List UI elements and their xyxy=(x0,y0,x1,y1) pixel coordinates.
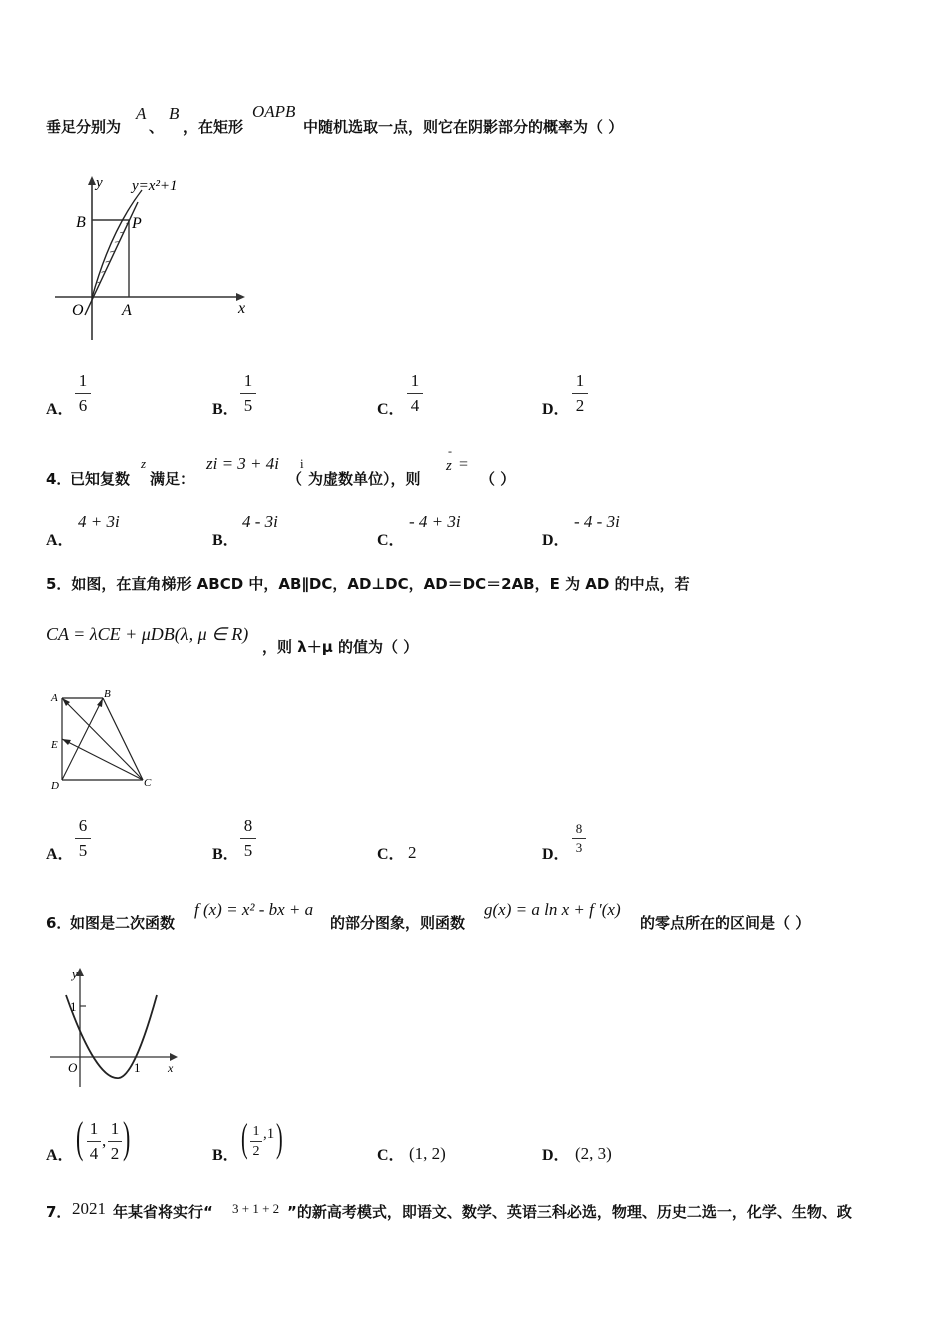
q5-vector-ca xyxy=(62,698,143,780)
q4-text-d: 为虚数单位），则 xyxy=(308,470,421,488)
q4-text-c: （ xyxy=(287,470,303,488)
q3-label-curve: y=x²+1 xyxy=(132,178,178,194)
q5-label-b: B xyxy=(104,688,111,700)
q7-text-a: 年某省将实行“ xyxy=(113,1203,213,1221)
q4-zbar-bar: - xyxy=(448,444,452,458)
q7-year: 2021 xyxy=(72,1199,106,1218)
q4-number: 4． xyxy=(46,470,72,488)
q6-g-equation: g(x) = a ln x + f ′(x) xyxy=(484,900,621,919)
q4-text-b: 满足： xyxy=(150,470,196,488)
q6-number: 6． xyxy=(46,914,72,932)
q4-zbar-z: z xyxy=(446,458,452,474)
q6-label-o: O xyxy=(68,1060,78,1075)
q4-text-e: （ ） xyxy=(480,470,516,488)
q6-text-a: 如图是二次函数 xyxy=(70,914,176,932)
q5-side-bc xyxy=(103,698,143,780)
q4-option-d-label[interactable]: D． xyxy=(542,532,570,549)
q5-line1: 5．如图，在直角梯形 ABCD 中，AB∥DC，AD⊥DC，AD＝DC＝2AB，E 为 AD 的中点，若 xyxy=(46,575,690,593)
q3-label-a: A xyxy=(122,302,132,319)
q3-option-c-label[interactable]: C． xyxy=(377,401,405,418)
q4-option-c-label[interactable]: C． xyxy=(377,532,405,549)
q4-text-a: 已知复数 xyxy=(70,470,131,488)
q4-option-c-value: - 4 + 3i xyxy=(409,512,461,531)
q5-vector-db xyxy=(62,698,103,780)
q5-arrow-e-icon xyxy=(62,739,71,745)
q5-option-b-value: 8 5 xyxy=(240,817,256,860)
q6-option-b-label[interactable]: B． xyxy=(212,1147,239,1164)
q5-label-e: E xyxy=(51,739,58,751)
q5-option-a-value: 6 5 xyxy=(75,817,91,860)
q5-line2: ，则 λ＋μ 的值为（ ） xyxy=(262,638,419,656)
q4-option-a-value: 4 + 3i xyxy=(78,512,120,531)
q3-option-b-label[interactable]: B． xyxy=(212,401,239,418)
q7-model: 3 + 1 + 2 xyxy=(232,1201,280,1216)
q3-option-c-value: 1 4 xyxy=(407,372,423,415)
q3-label-o: O xyxy=(72,302,84,319)
q3-label-x: x xyxy=(238,300,246,317)
q4-zbar-equals: = xyxy=(459,456,469,473)
q3-label-p: P xyxy=(132,215,142,232)
q3-figure xyxy=(50,170,260,345)
q6-label-x1: 1 xyxy=(134,1060,141,1075)
q5-option-a-label[interactable]: A． xyxy=(46,846,74,863)
q5-figure xyxy=(46,685,166,795)
q3-option-d-value: 1 2 xyxy=(572,372,588,415)
q5-option-d-label[interactable]: D． xyxy=(542,846,570,863)
q5-arrow-b-icon xyxy=(97,698,103,707)
q4-equation: zi = 3 + 4i xyxy=(206,454,280,473)
q4-option-b-label[interactable]: B． xyxy=(212,532,239,549)
q6-text-b: 的部分图象，则函数 xyxy=(330,914,466,932)
q5-option-b-label[interactable]: B． xyxy=(212,846,239,863)
q3-text-b: ，在矩形 xyxy=(183,118,244,136)
q3-line-op xyxy=(85,202,138,315)
q3-var-b: B xyxy=(169,104,180,123)
q6-text-c: 的零点所在的区间是（ ） xyxy=(640,914,811,932)
q4-option-d-value: - 4 - 3i xyxy=(574,512,620,531)
q3-shaded-region xyxy=(80,222,140,298)
q4-var-z: z xyxy=(141,456,147,471)
q6-option-d-label[interactable]: D． xyxy=(542,1147,570,1164)
q3-text-c: 中随机选取一点，则它在阴影部分的概率为（ ） xyxy=(303,118,624,136)
q6-x-arrow-icon xyxy=(170,1053,178,1061)
q5-label-d: D xyxy=(51,780,59,792)
q3-option-b-value: 1 5 xyxy=(240,372,256,415)
q4-option-b-value: 4 - 3i xyxy=(242,512,278,531)
q3-option-a-value: 1 6 xyxy=(75,372,91,415)
q3-text-a: 垂足分别为 xyxy=(46,118,122,136)
q6-option-d-value: (2, 3) xyxy=(575,1144,612,1163)
q5-option-c-label[interactable]: C． xyxy=(377,846,405,863)
q6-label-x: x xyxy=(168,1061,174,1075)
q4-option-a-label[interactable]: A． xyxy=(46,532,74,549)
q3-var-a: A xyxy=(136,104,147,123)
q5-label-a: A xyxy=(51,692,58,704)
q3-y-arrow-icon xyxy=(88,176,96,185)
q6-option-a-label[interactable]: A． xyxy=(46,1147,74,1164)
q6-f-equation: f (x) = x² - bx + a xyxy=(194,900,314,919)
q3-option-a-label[interactable]: A． xyxy=(46,401,74,418)
q3-label-y: y xyxy=(96,175,103,191)
q6-label-y: y xyxy=(72,966,78,981)
q6-figure xyxy=(46,962,186,1092)
q4-i-var: i xyxy=(300,456,304,471)
q3-var-rect: OAPB xyxy=(252,102,296,121)
q5-label-c: C xyxy=(144,777,152,789)
q5-equation: CA = λCE + μDB(λ, μ ∈ R) xyxy=(46,624,249,644)
q5-option-d-value: 8 3 xyxy=(572,822,586,855)
q6-option-c-value: (1, 2) xyxy=(409,1144,446,1163)
q7-number: 7． xyxy=(46,1203,72,1221)
q6-option-c-label[interactable]: C． xyxy=(377,1147,405,1164)
q5-option-c-value: 2 xyxy=(408,843,417,862)
q5-vector-ce xyxy=(62,739,143,780)
q7-text-b: ”的新高考模式，即语文、数学、英语三科必选，物理、历史二选一，化学、生物、政 xyxy=(287,1203,852,1221)
q6-label-one: 1 xyxy=(70,999,77,1014)
q3-label-b: B xyxy=(76,214,86,231)
q3-option-d-label[interactable]: D． xyxy=(542,401,570,418)
q3-sep: 、 xyxy=(149,118,165,136)
